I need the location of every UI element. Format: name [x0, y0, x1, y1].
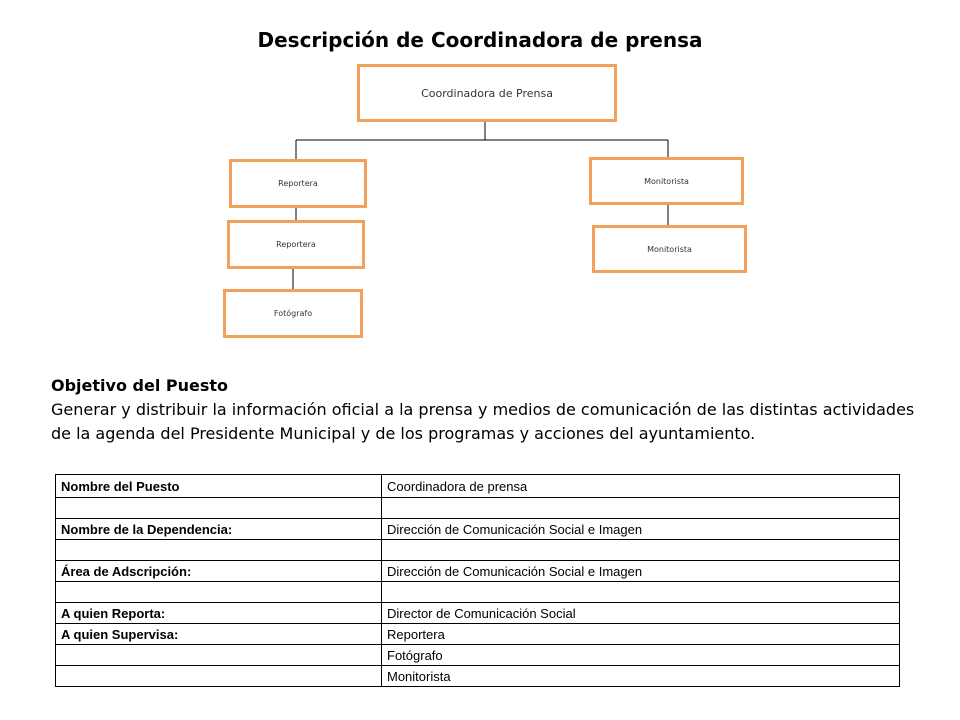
table-cell-label: Nombre del Puesto	[56, 475, 382, 498]
table-cell-value: Coordinadora de prensa	[382, 475, 900, 498]
table-cell-label: Área de Adscripción:	[56, 561, 382, 582]
table-cell-label	[56, 645, 382, 666]
org-box-label: Fotógrafo	[273, 309, 313, 318]
table-cell-label: A quien Reporta:	[56, 603, 382, 624]
org-box-label: Reportera	[276, 240, 316, 249]
table-row	[56, 603, 900, 624]
table-row	[56, 519, 900, 540]
org-box-label: Monitorista	[644, 176, 689, 186]
job-info-table	[55, 474, 900, 687]
table-cell-label: A quien Supervisa:	[56, 624, 382, 645]
table-row	[56, 666, 900, 687]
table-row	[56, 645, 900, 666]
table-cell-value: Reportera	[382, 624, 900, 645]
table-cell-label	[56, 540, 382, 561]
table-cell-value	[382, 582, 900, 603]
org-box-monitorista-2	[592, 225, 747, 273]
table-cell-label	[56, 582, 382, 603]
objective-text: Generar y distribuir la información oficial a la prensa y medios de comunicación de las distintas actividades de la agenda del Presidente Municipal y de los programas y acciones del ayuntamiento.	[51, 400, 915, 443]
table-row	[56, 561, 900, 582]
org-box-label: Monitorista	[647, 244, 692, 254]
org-box-label: Coordinadora de Prensa	[421, 86, 553, 100]
org-box-fotografo	[223, 289, 363, 338]
table-cell-value: Director de Comunicación Social	[382, 603, 900, 624]
org-box-monitorista-1	[589, 157, 744, 205]
table-row	[56, 582, 900, 603]
org-box-label: Reportera	[278, 179, 318, 188]
table-row	[56, 540, 900, 561]
table-row	[56, 475, 900, 498]
table-cell-value	[382, 540, 900, 561]
table-row	[56, 498, 900, 519]
table-cell-value: Monitorista	[382, 666, 900, 687]
objective-heading: Objetivo del Puesto	[51, 376, 229, 395]
job-info-table-body	[56, 475, 900, 687]
table-cell-label	[56, 666, 382, 687]
table-row	[56, 624, 900, 645]
page-title: Descripción de Coordinadora de prensa	[257, 28, 703, 52]
org-box-reportera-2	[227, 220, 365, 269]
table-cell-label: Nombre de la Dependencia:	[56, 519, 382, 540]
table-cell-value	[382, 498, 900, 519]
table-cell-label	[56, 498, 382, 519]
table-cell-value: Fotógrafo	[382, 645, 900, 666]
org-box-reportera-1	[229, 159, 367, 208]
table-cell-value: Dirección de Comunicación Social e Imagen	[382, 519, 900, 540]
objective-section	[51, 374, 931, 446]
table-cell-value: Dirección de Comunicación Social e Imagen	[382, 561, 900, 582]
org-box-coordinadora	[357, 64, 617, 122]
